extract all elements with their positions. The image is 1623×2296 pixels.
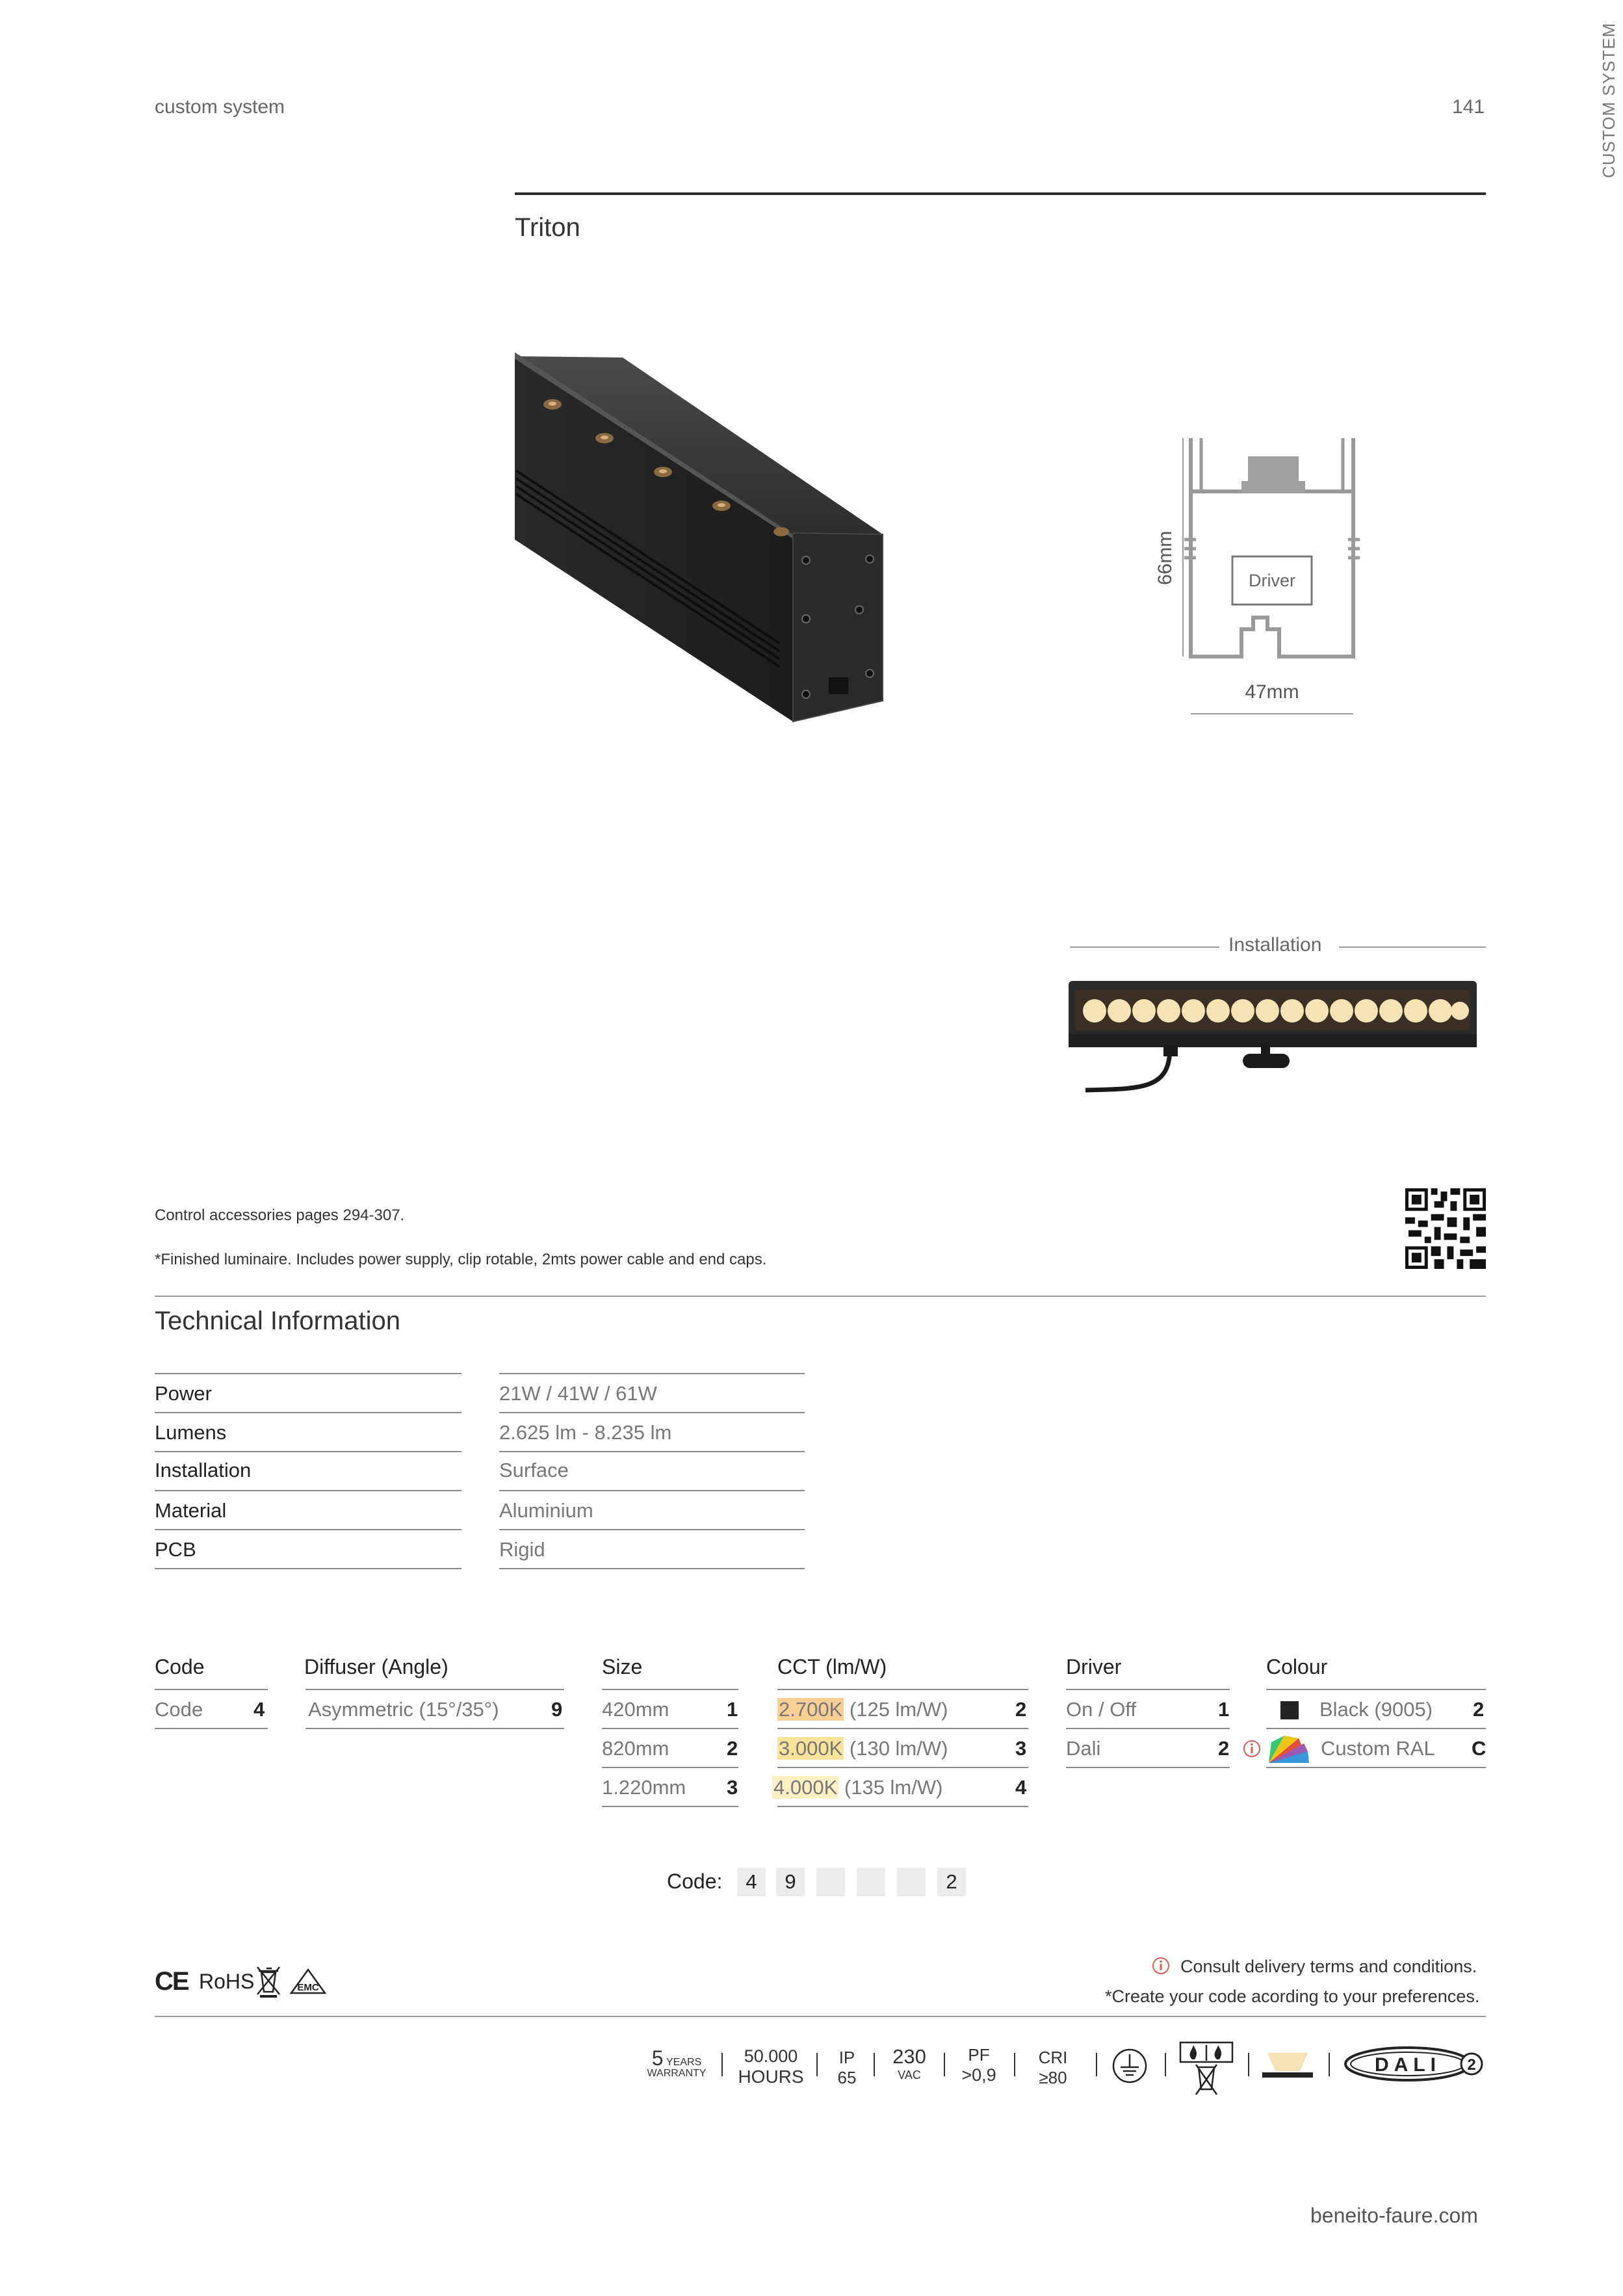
- spec-rule: [155, 1490, 461, 1491]
- col-rule: [602, 1728, 738, 1729]
- colour-option-black[interactable]: Black (9005): [1319, 1698, 1433, 1721]
- colour-option-custom[interactable]: Custom RAL: [1321, 1737, 1435, 1760]
- spec-rule: [155, 1412, 461, 1413]
- spec-rule: [155, 1568, 461, 1569]
- info-icon[interactable]: [1243, 1740, 1261, 1758]
- footer-rule: [155, 2016, 1486, 2017]
- col-head-colour: Colour: [1266, 1655, 1328, 1678]
- col-rule: [1266, 1728, 1486, 1729]
- code-box[interactable]: [857, 1868, 885, 1896]
- delivery-note: Consult delivery terms and conditions.: [1180, 1957, 1477, 1976]
- light-beam-icon: [1261, 2049, 1314, 2080]
- code-box[interactable]: [816, 1868, 845, 1896]
- cct-option-num: 4: [1015, 1776, 1027, 1799]
- driver-option-num: 2: [1218, 1737, 1230, 1760]
- spec-rule: [499, 1451, 805, 1452]
- pf-label: PF: [968, 2045, 990, 2065]
- code-box[interactable]: 4: [737, 1868, 766, 1896]
- dali2-logo-icon: [1343, 2045, 1486, 2083]
- size-option-num: 2: [727, 1737, 738, 1760]
- cct-option-num: 3: [1015, 1737, 1027, 1760]
- page-number: 141: [1452, 96, 1485, 118]
- col-head-size: Size: [602, 1655, 643, 1678]
- code-box[interactable]: 2: [937, 1868, 966, 1896]
- spec-rule: [155, 1373, 461, 1374]
- code-box[interactable]: 9: [776, 1868, 805, 1896]
- badge-separator: [1096, 2053, 1097, 2076]
- cct-option-4000[interactable]: [772, 1776, 942, 1799]
- badge-separator: [816, 2053, 818, 2076]
- installation-label: Installation: [1228, 934, 1322, 956]
- qr-code[interactable]: [1405, 1188, 1486, 1269]
- col-head-diffuser: Diffuser (Angle): [304, 1655, 448, 1678]
- code-option-label: Code: [155, 1698, 203, 1721]
- warranty-years: YEARS: [666, 2057, 702, 2068]
- section-title: custom system: [155, 96, 285, 118]
- spec-rule: [155, 1529, 461, 1530]
- spec-value-installation: Surface: [499, 1459, 569, 1481]
- fire-rating-icon: [1179, 2041, 1234, 2097]
- size-option-1220[interactable]: 1.220mm: [602, 1776, 686, 1799]
- warranty-badge: [641, 2046, 712, 2080]
- cct-option-num: 2: [1015, 1698, 1027, 1721]
- col-rule: [1266, 1689, 1486, 1690]
- col-rule: [602, 1767, 738, 1768]
- create-code-note: *Create your code acording to your preferences.: [1105, 1987, 1480, 2006]
- spec-value-pcb: Rigid: [499, 1538, 545, 1561]
- driver-option-onoff[interactable]: On / Off: [1066, 1698, 1136, 1721]
- col-rule: [777, 1806, 1028, 1807]
- badge-separator: [1165, 2053, 1166, 2076]
- pf-badge: [950, 2045, 1007, 2085]
- voltage-badge: [881, 2045, 937, 2082]
- col-rule: [1066, 1728, 1230, 1729]
- code-option-num: 4: [253, 1698, 265, 1721]
- driver-option-num: 1: [1218, 1698, 1230, 1721]
- svg-text:EMC: EMC: [297, 1982, 319, 1993]
- weee-bin-icon: [255, 1964, 281, 1998]
- installation-rule-left: [1070, 946, 1219, 948]
- spec-value-material: Aluminium: [499, 1499, 593, 1522]
- diffuser-option-num: 9: [551, 1698, 563, 1721]
- cct-temp-highlight: 2.700K: [779, 1698, 843, 1721]
- col-rule: [155, 1728, 268, 1729]
- badge-separator: [874, 2053, 875, 2076]
- cct-temp-highlight: 4.000K: [773, 1776, 838, 1799]
- badge-separator: [1248, 2053, 1249, 2076]
- col-rule: [602, 1806, 738, 1807]
- spec-label-installation: Installation: [155, 1459, 252, 1481]
- badge-separator: [1329, 2053, 1330, 2076]
- width-dimension: 47mm: [1245, 681, 1299, 703]
- col-rule: [777, 1689, 1028, 1690]
- spec-rule: [155, 1451, 461, 1452]
- spec-rule: [499, 1373, 805, 1374]
- col-rule: [305, 1728, 564, 1729]
- size-option-num: 1: [727, 1698, 738, 1721]
- diffuser-option-label[interactable]: Asymmetric (15°/35°): [308, 1698, 499, 1721]
- col-rule: [1066, 1689, 1230, 1690]
- size-option-420[interactable]: 420mm: [602, 1698, 669, 1721]
- badge-separator: [1014, 2053, 1015, 2076]
- voltage-word: VAC: [898, 2068, 921, 2081]
- spec-rule: [499, 1412, 805, 1413]
- col-rule: [305, 1689, 564, 1690]
- col-rule: [1266, 1767, 1486, 1768]
- spec-label-lumens: Lumens: [155, 1421, 227, 1444]
- col-head-driver: Driver: [1066, 1655, 1122, 1678]
- badge-separator: [721, 2053, 723, 2076]
- dali-number: 2: [1467, 2056, 1476, 2074]
- emc-icon: [289, 1967, 328, 1996]
- side-tab-label: CUSTOM SYSTEM: [1599, 22, 1618, 178]
- colour-option-num: C: [1472, 1737, 1487, 1760]
- cct-option-2700[interactable]: [777, 1698, 948, 1721]
- col-rule: [155, 1689, 268, 1690]
- spec-value-power: 21W / 41W / 61W: [499, 1382, 657, 1405]
- installation-image: [1066, 978, 1482, 1099]
- spec-label-power: Power: [155, 1382, 212, 1405]
- ip-value: 65: [837, 2068, 857, 2087]
- rohs-mark: RoHS: [199, 1970, 255, 1993]
- cct-efficacy: (130 lm/W): [849, 1737, 948, 1760]
- size-option-820[interactable]: 820mm: [602, 1737, 669, 1760]
- cri-badge: [1024, 2048, 1082, 2088]
- size-option-num: 3: [727, 1776, 738, 1799]
- col-rule: [777, 1767, 1028, 1768]
- cri-label: CRI: [1038, 2048, 1068, 2067]
- spec-label-material: Material: [155, 1499, 227, 1522]
- height-dimension: 66mm: [1154, 530, 1176, 585]
- ce-mark: CE: [155, 1967, 188, 1996]
- notes-rule: [155, 1296, 1486, 1297]
- spec-label-pcb: PCB: [155, 1538, 196, 1561]
- driver-option-dali[interactable]: Dali: [1066, 1737, 1101, 1760]
- ip-label: IP: [838, 2048, 855, 2067]
- cct-efficacy: (135 lm/W): [844, 1776, 943, 1799]
- info-icon: [1152, 1957, 1170, 1975]
- installation-rule-right: [1339, 946, 1486, 948]
- ip-badge: [825, 2048, 868, 2088]
- pf-value: >0,9: [961, 2065, 996, 2085]
- finished-note: *Finished luminaire. Includes power supply, clip rotable, 2mts power cable and end caps.: [155, 1251, 767, 1268]
- product-name: Triton: [515, 213, 580, 242]
- side-tab: [1591, 22, 1618, 185]
- hours-badge: [731, 2046, 811, 2087]
- badge-separator: [944, 2053, 945, 2076]
- cri-value: ≥80: [1039, 2068, 1067, 2087]
- col-head-cct: CCT (lm/W): [777, 1655, 887, 1678]
- spec-rule: [499, 1529, 805, 1530]
- title-rule: [515, 192, 1486, 195]
- product-image: [513, 351, 890, 728]
- cct-temp-highlight: 3.000K: [779, 1737, 843, 1760]
- spec-rule: [499, 1568, 805, 1569]
- warranty-word: WARRANTY: [647, 2068, 707, 2079]
- profile-drawing: [1131, 429, 1378, 722]
- accessories-note: Control accessories pages 294-307.: [155, 1207, 405, 1224]
- dali-text: DALI: [1375, 2054, 1441, 2076]
- colour-option-num: 2: [1473, 1698, 1485, 1721]
- tech-title: Technical Information: [155, 1307, 400, 1335]
- spec-rule: [499, 1490, 805, 1491]
- col-rule: [1066, 1767, 1230, 1768]
- earth-ground-icon: [1111, 2048, 1148, 2084]
- cct-option-3000[interactable]: [777, 1737, 948, 1760]
- col-rule: [777, 1728, 1028, 1729]
- color-fan-icon: [1266, 1734, 1312, 1764]
- spec-value-lumens: 2.625 lm - 8.235 lm: [499, 1421, 672, 1444]
- driver-label: Driver: [1249, 571, 1295, 590]
- website-link[interactable]: beneito-faure.com: [1310, 2204, 1478, 2227]
- voltage-number: 230: [892, 2045, 926, 2068]
- col-rule: [602, 1689, 738, 1690]
- warranty-number: 5: [651, 2046, 664, 2070]
- hours-number: 50.000: [744, 2046, 798, 2066]
- black-swatch-icon: [1280, 1701, 1299, 1719]
- cct-efficacy: (125 lm/W): [849, 1698, 948, 1721]
- col-head-code: Code: [155, 1655, 205, 1678]
- code-builder-label: Code:: [667, 1870, 723, 1893]
- code-box[interactable]: [897, 1868, 926, 1896]
- hours-word: HOURS: [738, 2067, 804, 2087]
